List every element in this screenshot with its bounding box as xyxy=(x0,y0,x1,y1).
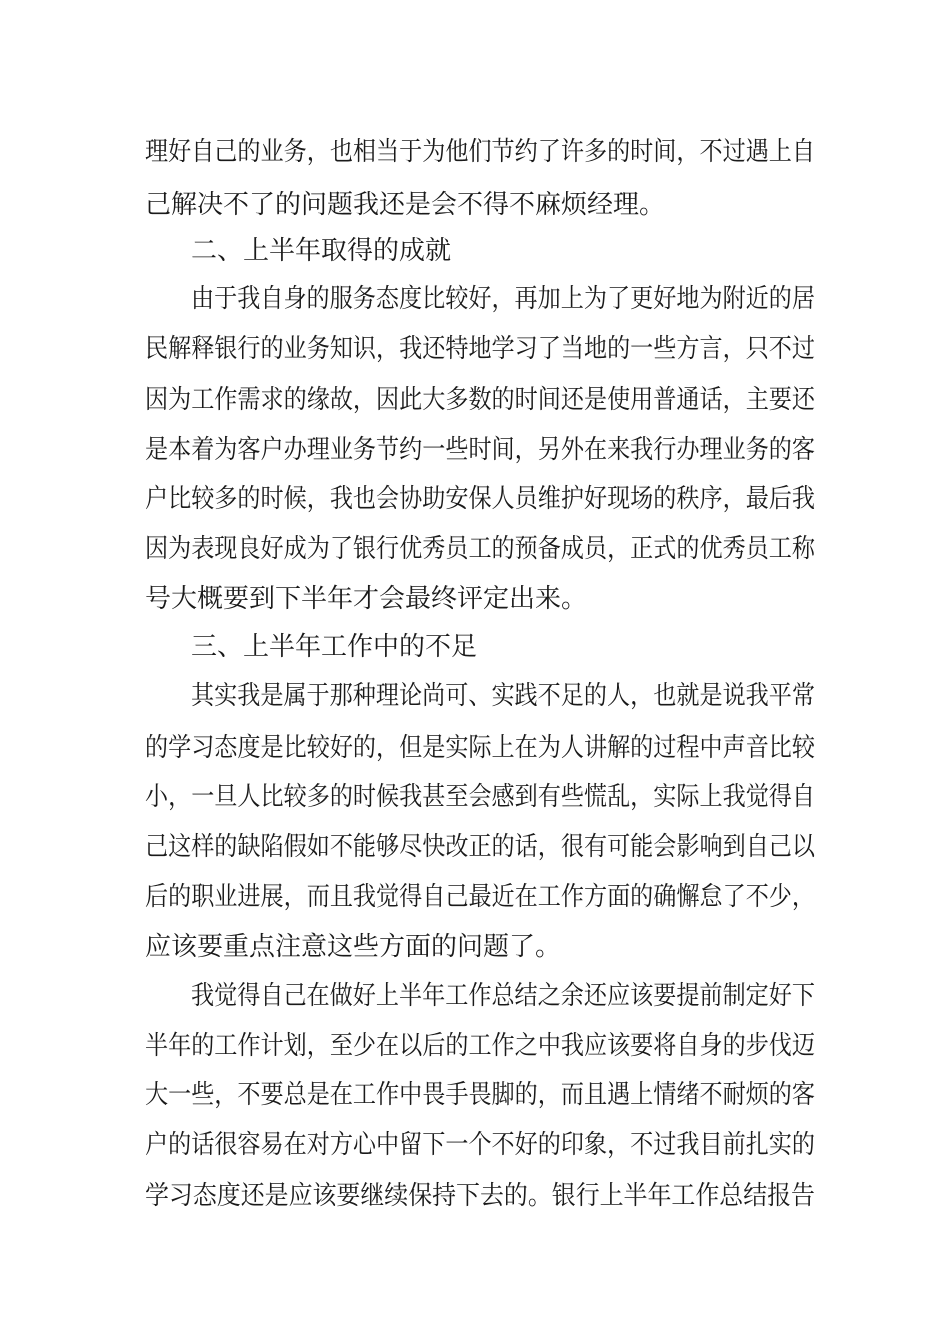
text-line: 理好自己的业务，也相当于为他们节约了许多的时间，不过遇上自 xyxy=(145,137,816,167)
text-line: 其实我是属于那种理论尚可、实践不足的人，也就是说我平常 xyxy=(191,681,816,711)
text-line: 半年的工作计划，至少在以后的工作之中我应该要将自身的步伐迈 xyxy=(145,1031,816,1061)
section-heading: 二、上半年取得的成就 xyxy=(191,236,452,266)
text-line: 户比较多的时候，我也会协助安保人员维护好现场的秩序，最后我 xyxy=(145,484,816,514)
text-line: 己解决不了的问题我还是会不得不麻烦经理。 xyxy=(145,190,666,220)
text-line: 民解释银行的业务知识，我还特地学习了当地的一些方言，只不过 xyxy=(145,334,816,364)
text-line: 学习态度还是应该要继续保持下去的。银行上半年工作总结报告 xyxy=(145,1181,815,1211)
text-line: 号大概要到下半年才会最终评定出来。 xyxy=(145,584,588,614)
text-line: 是本着为客户办理业务节约一些时间，另外在来我行办理业务的客 xyxy=(145,435,816,465)
text-line: 己这样的缺陷假如不能够尽快改正的话，很有可能会影响到自己以 xyxy=(145,832,816,862)
text-line: 由于我自身的服务态度比较好，再加上为了更好地为附近的居 xyxy=(191,284,816,314)
text-line: 因为表现良好成为了银行优秀员工的预备成员，正式的优秀员工称 xyxy=(145,534,816,564)
text-line: 应该要重点注意这些方面的问题了。 xyxy=(145,932,562,962)
text-line: 的学习态度是比较好的，但是实际上在为人讲解的过程中声音比较 xyxy=(145,733,816,763)
text-line: 大一些，不要总是在工作中畏手畏脚的，而且遇上情绪不耐烦的客 xyxy=(145,1080,816,1110)
section-heading: 三、上半年工作中的不足 xyxy=(191,632,478,662)
text-line: 后的职业进展，而且我觉得自己最近在工作方面的确懈怠了不少， xyxy=(145,882,816,912)
text-line: 户的话很容易在对方心中留下一个不好的印象，不过我目前扎实的 xyxy=(145,1130,816,1160)
text-line: 我觉得自己在做好上半年工作总结之余还应该要提前制定好下 xyxy=(191,981,816,1011)
text-line: 因为工作需求的缘故，因此大多数的时间还是使用普通话，主要还 xyxy=(145,385,816,415)
text-line: 小，一旦人比较多的时候我甚至会感到有些慌乱，实际上我觉得自 xyxy=(145,782,816,812)
